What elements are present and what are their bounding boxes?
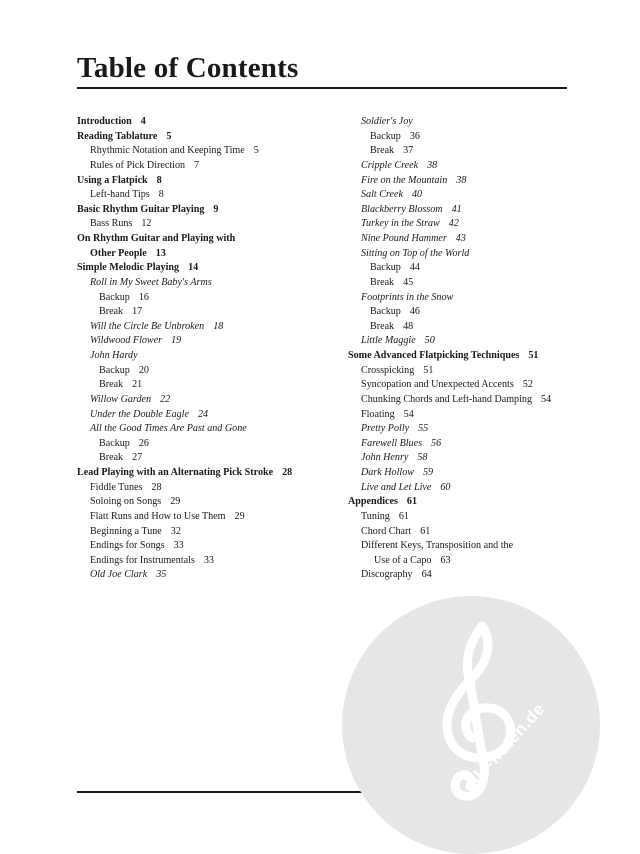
toc-page-number: 42 — [448, 218, 459, 230]
toc-entry — [77, 159, 342, 174]
toc-entry — [77, 217, 342, 232]
toc-entry-title: Salt Creek — [361, 189, 403, 201]
toc-entry-title: Cripple Creek — [361, 159, 419, 171]
toc-page-number: 13 — [155, 247, 166, 259]
toc-page-number: 35 — [156, 569, 167, 581]
toc-page-number: 60 — [440, 481, 451, 493]
toc-entry-title: Lead Playing with an Alternating Pick Stroke — [77, 467, 274, 478]
toc-entry-title: Break — [370, 145, 395, 157]
toc-entry — [348, 451, 578, 466]
toc-entry — [348, 217, 578, 232]
toc-page-number: 46 — [409, 306, 420, 318]
toc-page-number: 8 — [156, 174, 162, 186]
toc-entry-title: Wildwood Flower — [90, 335, 163, 347]
toc-page-number: 61 — [398, 510, 409, 522]
toc-entry — [77, 276, 342, 291]
toc-entry — [348, 232, 578, 247]
toc-entry-title: Will the Circle Be Unbroken — [90, 320, 205, 332]
toc-left-column — [77, 115, 342, 583]
toc-page-number: 51 — [528, 350, 539, 361]
toc-page-number: 38 — [427, 159, 438, 171]
toc-entry-title: Break — [99, 452, 124, 464]
toc-entry — [348, 539, 578, 568]
toc-page-number: 4 — [140, 116, 146, 127]
toc-entry — [348, 568, 578, 583]
toc-entry — [77, 320, 342, 335]
toc-entry — [348, 393, 578, 408]
toc-page-number: 44 — [409, 262, 420, 274]
toc-page-number: 59 — [423, 467, 434, 478]
toc-page-number: 32 — [170, 525, 181, 537]
toc-entry-title: Discography — [361, 569, 413, 581]
toc-entry-title: Footprints in the Snow — [361, 291, 454, 303]
toc-entry — [348, 510, 578, 525]
toc-entry — [77, 349, 342, 364]
toc-page-number: 64 — [421, 569, 432, 581]
toc-entry — [77, 393, 342, 408]
toc-page-number: 28 — [282, 467, 293, 478]
page-title: Table of Contents — [77, 52, 299, 84]
toc-entry-title: Different Keys, Transposition and the — [361, 540, 514, 552]
toc-entry — [77, 466, 342, 481]
toc-page-number: 58 — [417, 452, 428, 464]
toc-entry-title: Bass Runs — [90, 218, 133, 230]
toc-entry-title: Nine Pound Hammer — [361, 233, 447, 244]
toc-entry — [77, 554, 342, 569]
toc-entry-title: Endings for Songs — [90, 540, 165, 552]
toc-entry-title-continued — [77, 247, 342, 262]
toc-entry — [77, 188, 342, 203]
toc-page-number: 33 — [173, 540, 184, 552]
toc-entry — [77, 305, 342, 320]
toc-page-number: 28 — [151, 481, 162, 493]
toc-entry-title: Backup — [99, 364, 130, 376]
toc-page-number: 29 — [170, 496, 181, 508]
toc-entry-title: Endings for Instrumentals — [90, 554, 195, 566]
toc-page-number: 19 — [171, 335, 182, 347]
toc-entry — [348, 481, 578, 496]
toc-entry-title-line2: Other People — [90, 247, 147, 259]
toc-entry — [348, 144, 578, 159]
toc-page-number: 22 — [160, 393, 171, 405]
toc-entry-title-continued — [361, 554, 578, 569]
toc-entry — [348, 130, 578, 145]
toc-entry-title: Introduction — [77, 116, 132, 127]
toc-entry-title: Break — [370, 276, 395, 288]
toc-entry — [348, 378, 578, 393]
toc-page-number: 21 — [132, 379, 143, 391]
toc-entry-title: Chord Chart — [361, 525, 412, 537]
toc-page-number: 33 — [203, 554, 214, 566]
toc-entry-title: On Rhythm Guitar and Playing with — [77, 233, 236, 244]
toc-entry-title: Little Maggie — [361, 335, 416, 347]
toc-entry-title: Backup — [99, 291, 130, 303]
toc-page-number: 55 — [418, 423, 429, 435]
toc-entry-title: Fiddle Tunes — [90, 481, 143, 493]
toc-entry — [348, 305, 578, 320]
toc-page-number: 38 — [456, 174, 467, 186]
toc-entry-title: Willow Garden — [90, 393, 152, 405]
toc-page-number: 41 — [451, 203, 462, 215]
toc-page-number: 61 — [420, 525, 431, 537]
toc-page-number: 14 — [188, 262, 199, 274]
toc-entry — [77, 481, 342, 496]
toc-entry — [348, 261, 578, 276]
toc-page-number: 26 — [138, 437, 149, 449]
toc-entry — [348, 276, 578, 291]
toc-entry — [77, 261, 342, 276]
toc-entry — [77, 144, 342, 159]
toc-page-number: 54 — [541, 393, 552, 405]
toc-entry — [348, 203, 578, 218]
toc-entry-title: Simple Melodic Playing — [77, 262, 180, 274]
toc-entry-title: Backup — [99, 437, 130, 449]
toc-entry-title: Rhythmic Notation and Keeping Time — [90, 145, 245, 157]
toc-entry — [348, 408, 578, 423]
toc-entry — [77, 334, 342, 349]
toc-entry-title: Pretty Polly — [361, 423, 410, 435]
toc-entry-title: Tuning — [361, 510, 390, 522]
toc-entry-title: Floating — [361, 408, 395, 420]
toc-entry-title: Backup — [370, 262, 401, 274]
toc-page-number: 17 — [132, 306, 143, 318]
toc-entry — [77, 115, 342, 130]
toc-page-number: 7 — [194, 159, 200, 171]
toc-entry — [77, 291, 342, 306]
toc-page-number: 29 — [234, 510, 245, 522]
toc-entry-title: Soldier's Joy — [361, 116, 413, 127]
toc-page-number: 50 — [424, 335, 435, 347]
toc-entry — [77, 451, 342, 466]
toc-entry-title-line2: Use of a Capo — [374, 554, 432, 566]
toc-entry-title: All the Good Times Are Past and Gone — [90, 423, 247, 435]
toc-entry-title: Flatt Runs and How to Use Them — [90, 510, 226, 522]
toc-page-number: 5 — [166, 130, 172, 142]
toc-entry — [77, 510, 342, 525]
toc-entry — [77, 364, 342, 379]
toc-entry — [348, 291, 578, 306]
toc-entry-title: Backup — [370, 306, 401, 318]
toc-entry — [348, 188, 578, 203]
toc-entry-title: Crosspicking — [361, 364, 415, 376]
toc-page-number: 63 — [440, 554, 451, 566]
toc-page-number: 18 — [213, 320, 224, 332]
toc-page-number: 5 — [253, 145, 259, 157]
toc-page-number: 40 — [411, 189, 423, 201]
toc-entry-title: Soloing on Songs — [90, 496, 162, 508]
toc-entry-title: Old Joe Clark — [90, 569, 148, 581]
toc-entry — [348, 466, 578, 481]
toc-entry-title: Chunking Chords and Left-hand Damping — [361, 393, 533, 405]
toc-entry — [77, 174, 342, 189]
toc-page-number: 51 — [423, 364, 434, 376]
title-divider — [77, 87, 567, 89]
toc-page-number: 61 — [406, 496, 418, 508]
toc-page-number: 27 — [132, 452, 143, 464]
watermark-text: alle-noten.de — [460, 699, 549, 795]
toc-entry-title: Roll in My Sweet Baby's Arms — [90, 276, 212, 288]
toc-entry-title: Appendices — [348, 496, 398, 508]
toc-entry-title: Turkey in the Straw — [361, 218, 440, 230]
toc-page-number: 56 — [431, 437, 442, 449]
toc-page-number: 43 — [455, 233, 466, 244]
watermark-logo — [342, 596, 600, 854]
toc-page-number: 8 — [158, 189, 164, 201]
toc-entry — [77, 130, 342, 145]
toc-entry-title: Left-hand Tips — [90, 189, 150, 201]
toc-entry — [348, 159, 578, 174]
toc-entry — [77, 408, 342, 423]
toc-entry — [348, 437, 578, 452]
toc-entry — [348, 174, 578, 189]
toc-entry — [348, 320, 578, 335]
toc-entry-title: Rules of Pick Direction — [90, 159, 186, 171]
toc-entry-title: Farewell Blues — [361, 437, 423, 449]
toc-page-number: 24 — [197, 408, 209, 420]
toc-entry-title: Syncopation and Unexpected Accents — [361, 379, 514, 391]
toc-entry-title: Backup — [370, 130, 401, 142]
toc-page-number: 9 — [213, 203, 219, 215]
toc-entry — [348, 495, 578, 510]
toc-page-number: 54 — [403, 408, 414, 420]
toc-entry — [348, 349, 578, 364]
toc-entry-title: Using a Flatpick — [77, 174, 148, 186]
toc-page-number: 16 — [138, 291, 149, 303]
toc-page-number: 36 — [409, 130, 420, 142]
toc-page-number: 12 — [141, 218, 152, 230]
toc-entry — [77, 495, 342, 510]
toc-entry-title: Basic Rhythm Guitar Playing — [77, 203, 205, 215]
toc-entry-title: Some Advanced Flatpicking Techniques — [348, 350, 520, 361]
toc-entry — [77, 232, 342, 261]
toc-entry — [77, 422, 342, 437]
toc-entry-title: Sitting on Top of the World — [361, 247, 470, 259]
toc-entry — [77, 437, 342, 452]
toc-entry-title: Break — [370, 320, 395, 332]
toc-page-number: 48 — [403, 320, 414, 332]
toc-entry-title: Under the Double Eagle — [90, 408, 189, 420]
toc-entry-title: Dark Hollow — [361, 467, 414, 478]
toc-entry — [348, 115, 578, 130]
toc-entry-title: Reading Tablature — [77, 130, 158, 142]
toc-entry-title: Live and Let Live — [361, 481, 432, 493]
toc-entry-title: Break — [99, 379, 124, 391]
toc-entry-title: Fire on the Mountain — [361, 174, 448, 186]
toc-page-number: 20 — [138, 364, 149, 376]
toc-entry — [348, 422, 578, 437]
toc-entry — [348, 364, 578, 379]
toc-right-column — [348, 115, 578, 583]
toc-entry-title: John Henry — [361, 452, 409, 464]
toc-page-number: 52 — [522, 379, 533, 391]
toc-entry — [77, 378, 342, 393]
toc-page-number: 45 — [403, 276, 414, 288]
toc-entry — [348, 334, 578, 349]
toc-entry — [77, 568, 342, 583]
toc-entry — [77, 525, 342, 540]
toc-entry — [77, 203, 342, 218]
toc-entry-title: Break — [99, 306, 124, 318]
toc-entry — [348, 525, 578, 540]
toc-entry-title: John Hardy — [90, 350, 138, 361]
toc-entry — [77, 539, 342, 554]
toc-entry-title: Beginning a Tune — [90, 525, 162, 537]
toc-entry — [348, 247, 578, 262]
toc-entry-title: Blackberry Blossom — [361, 203, 443, 215]
toc-page-number: 37 — [403, 145, 414, 157]
